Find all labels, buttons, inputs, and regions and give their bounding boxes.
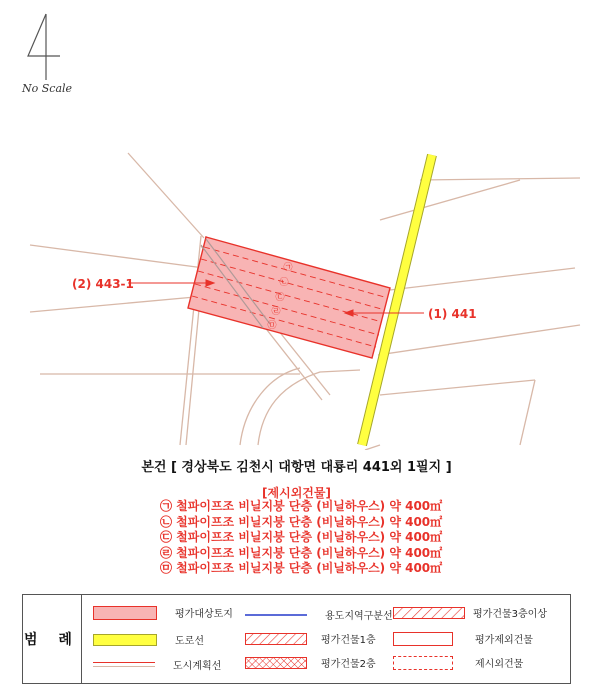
mark-4: ㉣ [271,307,281,317]
target-land-swatch [93,606,157,620]
remark-item: ㉡ 철파이프조 비닐지붕 단층 (비닐하우스) 약 400㎡ [160,514,443,529]
legend-label: 도로선 [175,636,204,647]
legend [22,594,571,684]
legend-other [393,655,523,670]
legend-label: 평가제외건물 [475,635,533,646]
target-parcel [188,237,390,358]
legend-label: 용도지역구분선 [325,611,393,622]
hatch-1f-swatch [245,633,307,645]
remark-item: ㉢ 철파이프조 비닐지붕 단층 (비닐하우스) 약 400㎡ [160,530,443,544]
legend-urban-plan [93,657,221,672]
remark-item: ㉣ 철파이프조 비닐지붕 단층 (비닐하우스) 약 400㎡ [160,545,443,560]
label-parcel-441: (1) 441 [428,307,477,321]
scale-note: No Scale [22,82,73,95]
page-title: 본건 [ 경상북도 김천시 대항면 대룡리 441외 1필지 ] [141,460,452,475]
zoning-swatch [245,611,307,619]
legend-label: 평가건물2층 [321,659,376,670]
remarks-list [160,499,442,577]
legend-building-3f [393,605,547,620]
mark-5: ㉤ [267,321,277,331]
hatch-3f-swatch [393,607,465,619]
legend-excluded [393,631,533,646]
legend-label: 평가건물3층이상 [473,609,547,620]
legend-building-1f [245,631,376,646]
legend-label: 평가건물1층 [321,635,376,646]
legend-zoning [245,607,393,622]
urban-plan-swatch [93,661,155,669]
remarks-heading: [제시외건물] [262,486,331,500]
label-parcel-443-1: (2) 443-1 [72,277,134,291]
mark-3: ㉢ [275,293,285,303]
legend-target-land [93,605,233,620]
mark-1: ㉠ [283,263,293,273]
excluded-swatch [393,632,453,646]
road-swatch [93,634,157,646]
legend-road [93,632,204,647]
remark-item: ㉤ 철파이프조 비닐지붕 단층 (비닐하우스) 약 400㎡ [160,561,443,575]
legend-title: 범 례 [23,595,82,683]
other-swatch [393,656,453,670]
hatch-2f-swatch [245,657,307,669]
mark-2: ㉡ [279,278,289,288]
legend-label: 도시계획선 [173,661,222,672]
legend-building-2f [245,655,376,670]
legend-label: 제시외건물 [475,659,524,670]
legend-label: 평가대상토지 [175,609,233,620]
remark-item: ㉠ 철파이프조 비닐지붕 단층 (비닐하우스) 약 400㎡ [160,499,443,513]
